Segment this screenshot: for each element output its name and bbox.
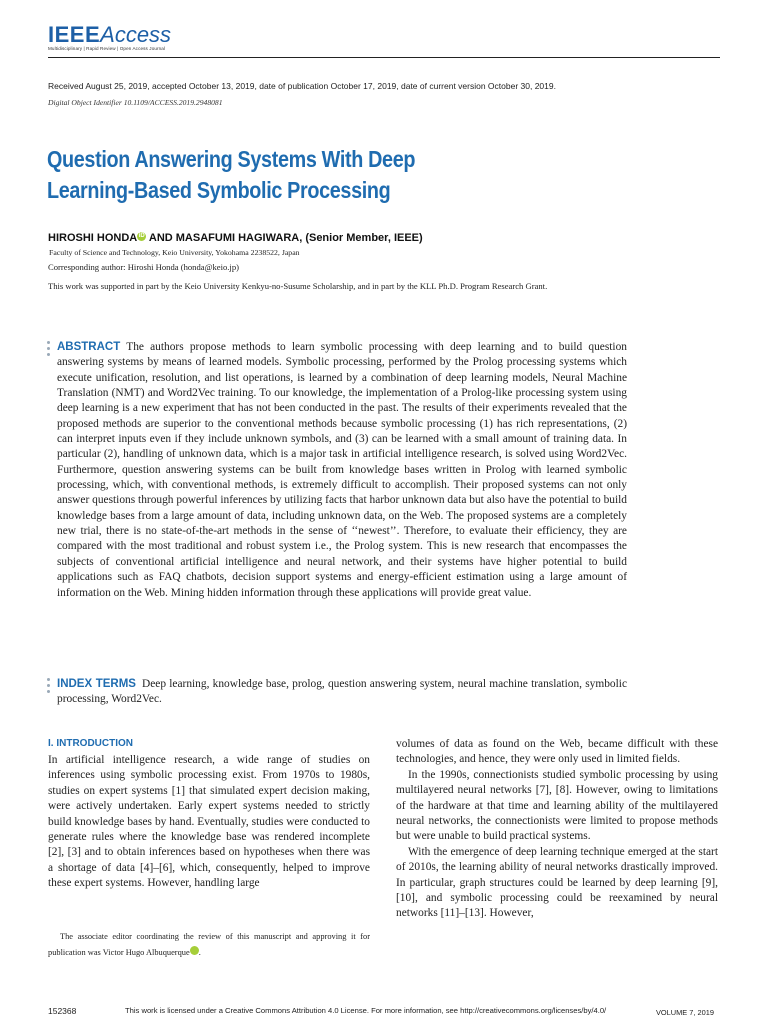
funding-note: This work was supported in part by the Keio University Kenkyu-no-Susume Scholarship, and in part by the KLL Ph.D. Program Research Grant. (48, 281, 548, 291)
orcid-icon[interactable]: iD (138, 233, 145, 239)
header-rule (48, 57, 720, 58)
index-terms-marker-icon (47, 678, 50, 696)
paper-title (47, 144, 529, 206)
intro-paragraph-1: In artificial intelligence research, a wide range of studies on inferences using symbolic processing exist. From 1970s to 1980s, studies on expert systems [1] that simulated expert decision making, were actively undertaken. Early expert systems needed to strictly build knowledge bases by hand. Eventually, studies were conducted to generate rules where the knowledge base was rendered incomplete [2], [3] and to obtain inferences based on hypotheses when there was a shortage of data [4]–[6], which, consequently, helped to improve these expert systems. However, handling large (48, 754, 370, 890)
title-line-1: Question Answering Systems With Deep (47, 146, 416, 172)
intro-paragraph-3: In the 1990s, connectionists studied symbolic processing by using multilayered neural networks [7], [8]. However, owing to limitations of the hardware at that time and learning ability of the multilayered neural networks, the connectionists were limited to propose methods but were unable to build practical systems. (396, 768, 718, 843)
intro-left-column (48, 753, 370, 892)
corresponding-author: Corresponding author: Hiroshi Honda (honda@keio.jp) (48, 262, 239, 272)
title-line-2: Learning-Based Symbolic Processing (47, 177, 391, 203)
footnote-text: The associate editor coordinating the review of this manuscript and approving it for publication was Victor Hugo Albuquerque (48, 932, 370, 957)
abstract-label: ABSTRACT (57, 341, 121, 353)
journal-logo (48, 22, 171, 48)
abstract-text: The authors propose methods to learn symbolic processing with deep learning and to build question answering systems by means of learned models. Symbolic processing, performed by the Prolog processing systems which execute unification, resolution, and list operations, is learned by a combination of deep learning models, Neural Machine Translation (NMT) and Word2Vec training. To our knowledge, the implementation of a Prolog-like processing system using deep learning is a new experiment that has not been conducted in the past. The results of their experiments revealed that the proposed methods are superior to the conventional methods because symbolic processing (1) has rich representations, (2) can interpret inputs even if they include unknown symbols, and (3) can be learned with a small amount of training data. In particular (2), handling of unknown data, which is a major task in artificial intelligence research, is solved using Word2Vec. Furthermore, question answering systems can be built from knowledge bases written in Prolog with learned symbolic processing, which, with conventional methods, is extremely difficult to accomplish. Their proposed systems can not only answer questions through powerful inferences by utilizing facts that harbor unknown data but also have the potential to build knowledge bases from a large amount of data, including unknown data, on the Web. The proposed systems are a completely new trial, there is no state-of-the-art methods in the sense of ‘‘newest’’. Therefore, to evaluate their efficiency, they are compared with the most traditional and robust system i.e., the Prolog system. This is new research that encompasses the subjects of conventional artificial intelligence and neural network, and their systems have higher potential to build applications such as FAQ chatbots, decision support systems and energy-efficient estimation using a large amount of information on the Web. Mining hidden information through these applications will provide great value. (57, 341, 627, 599)
editor-footnote: The associate editor coordinating the review of this manuscript and approving it for publication was Victor Hugo Albuquerque iD. (48, 932, 370, 957)
abstract-marker-icon (47, 341, 50, 359)
intro-paragraph-2: volumes of data as found on the Web, became difficult with these technologies, and hence, they were only used in limited fields. (396, 738, 718, 766)
section-heading-introduction: I. INTRODUCTION (48, 738, 133, 749)
abstract (57, 340, 627, 601)
doi-line[interactable]: Digital Object Identifier 10.1109/ACCESS.2019.2948081 (48, 98, 223, 107)
logo-access: Access (100, 22, 172, 47)
intro-paragraph-4: With the emergence of deep learning technique emerged at the start of 2010s, the learning ability of neural networks drastically improved. In particular, graph structures could be learned by deep learning [9], [10], and symbolic processing could be reexamined by neural networks [11]–[13]. However, (396, 845, 718, 920)
page-number: 152368 (48, 1006, 77, 1016)
index-terms (57, 677, 627, 708)
volume-label: VOLUME 7, 2019 (656, 1008, 714, 1017)
author-list (48, 232, 423, 244)
editor-orcid-icon[interactable]: iD (190, 946, 199, 955)
license-line[interactable]: This work is licensed under a Creative Commons Attribution 4.0 License. For more information, see http://creativecommons.org/licenses/by/4.0/ (125, 1006, 607, 1015)
logo-ieee: IEEE (48, 22, 101, 47)
author-rest: AND MASAFUMI HAGIWARA, (Senior Member, IEEE) (146, 232, 423, 244)
affiliation: Faculty of Science and Technology, Keio University, Yokohama 2238522, Japan (49, 248, 300, 257)
index-terms-text: Deep learning, knowledge base, prolog, question answering system, neural machine translation, symbolic processing, Word2Vec. (57, 678, 627, 706)
intro-right-column (396, 737, 718, 922)
received-dates: Received August 25, 2019, accepted October 13, 2019, date of publication October 17, 2019, date of current version October 30, 2019. (48, 81, 556, 91)
journal-tagline: Multidisciplinary | Rapid Review | Open Access Journal (48, 46, 166, 51)
index-terms-label: INDEX TERMS (57, 678, 136, 690)
author-first: HIROSHI HONDA (48, 232, 138, 244)
